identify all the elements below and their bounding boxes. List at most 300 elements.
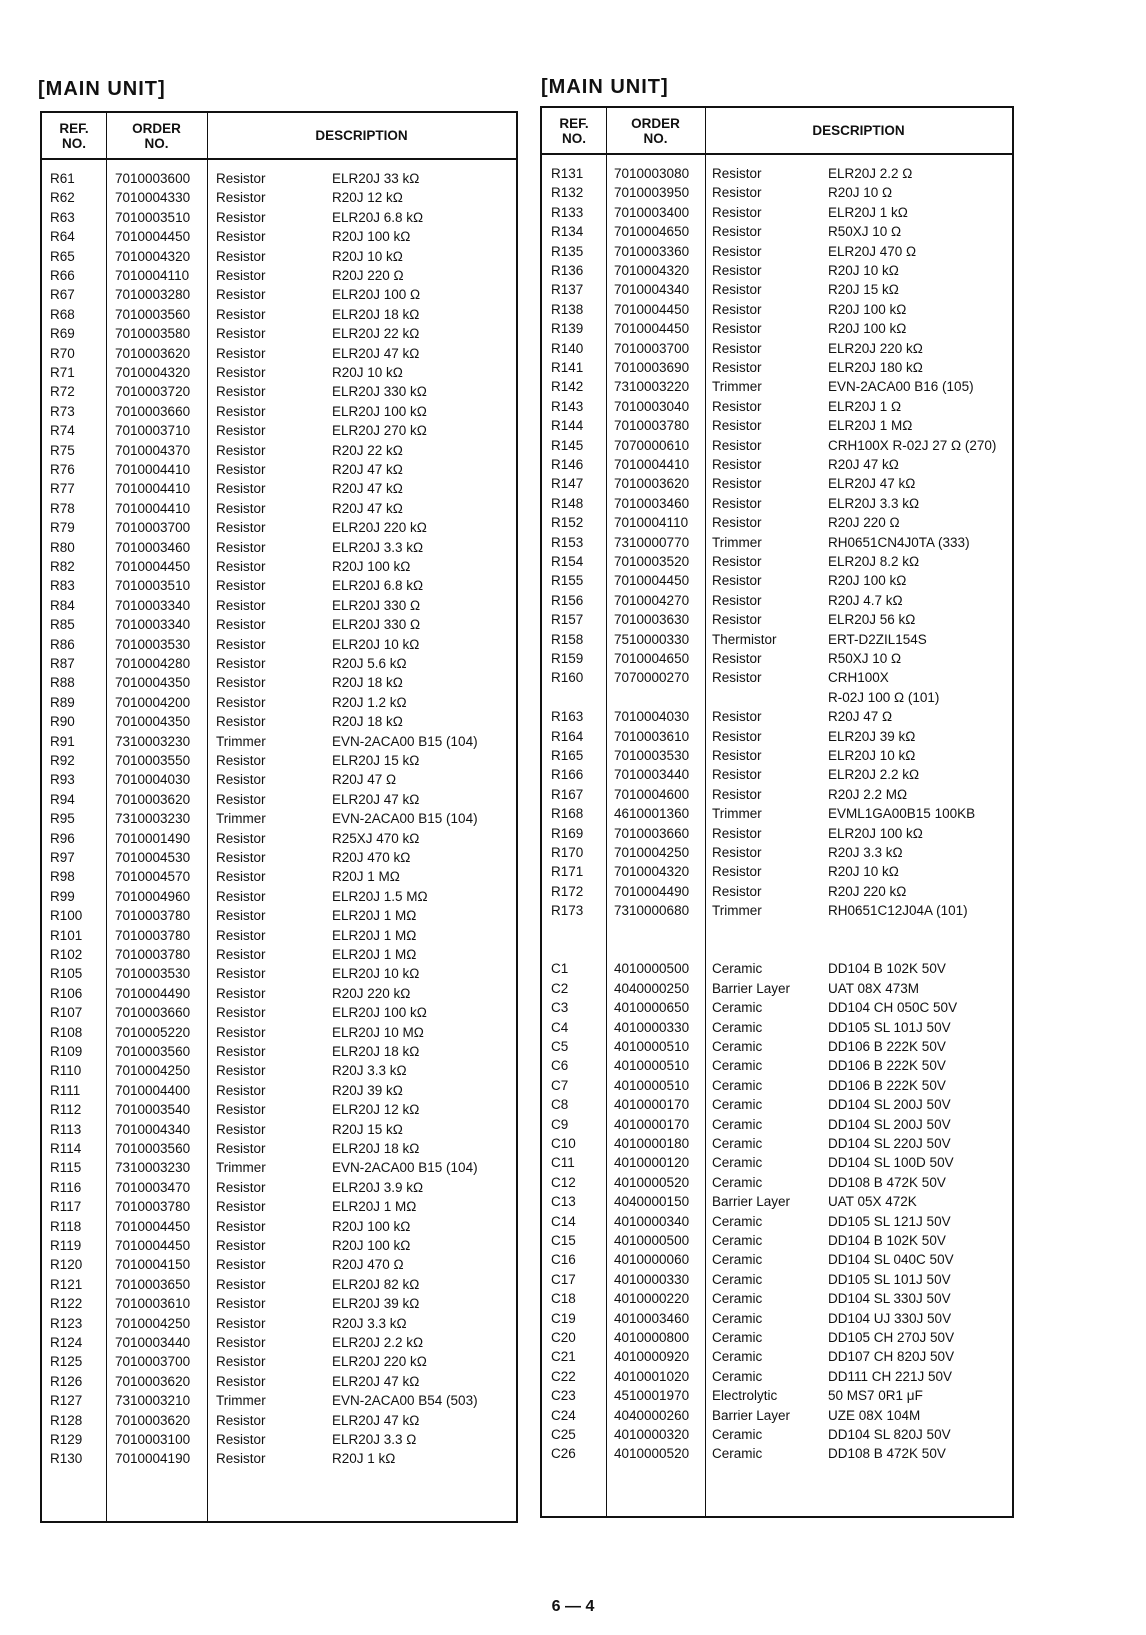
order-no-cell: 4040000150 bbox=[614, 1194, 690, 1210]
part-type-cell: Resistor bbox=[712, 767, 762, 783]
ref-no-cell: R77 bbox=[50, 481, 75, 497]
table-row bbox=[542, 358, 1012, 378]
part-type-cell: Resistor bbox=[216, 694, 266, 710]
part-type-cell: Resistor bbox=[712, 457, 762, 472]
ref-no-cell: R88 bbox=[50, 675, 75, 691]
ref-no-cell: R83 bbox=[50, 578, 75, 594]
ref-no-cell: C19 bbox=[551, 1310, 576, 1326]
ref-no-cell: R148 bbox=[551, 495, 584, 511]
part-type-cell: Resistor bbox=[216, 791, 266, 807]
ref-no-cell: R113 bbox=[50, 1121, 82, 1137]
part-type-cell: Trimmer bbox=[712, 903, 762, 919]
part-spec-cell: ELR20J 1 MΩ bbox=[332, 947, 417, 962]
part-spec-cell: ELR20J 1 MΩ bbox=[828, 418, 913, 434]
part-type-cell: Ceramic bbox=[712, 1019, 763, 1035]
part-type-cell: Electrolytic bbox=[712, 1388, 778, 1404]
order-no-cell: 7010003610 bbox=[115, 1296, 191, 1312]
order-no-cell: 7010004400 bbox=[115, 1082, 191, 1098]
table-row bbox=[542, 882, 1012, 902]
order-no-cell: 7010004250 bbox=[115, 1063, 191, 1079]
part-type-cell: Resistor bbox=[712, 554, 762, 569]
order-no-cell: 7010003440 bbox=[115, 1335, 191, 1350]
part-type-cell: Resistor bbox=[712, 748, 762, 763]
part-spec-cell: R20J 1 MΩ bbox=[332, 869, 400, 885]
part-spec-cell: ELR20J 470 Ω bbox=[828, 243, 917, 259]
ref-no-cell: R71 bbox=[50, 365, 75, 380]
order-no-cell: 7010003660 bbox=[614, 825, 690, 841]
table-row bbox=[42, 673, 516, 693]
part-spec-cell: R20J 100 kΩ bbox=[828, 301, 907, 317]
order-no-cell: 7010004450 bbox=[614, 321, 690, 337]
part-spec-cell: ELR20J 3.9 kΩ bbox=[332, 1179, 424, 1195]
ref-no-cell: R173 bbox=[551, 903, 584, 919]
part-type-cell: Resistor bbox=[216, 1199, 266, 1215]
table-row bbox=[542, 824, 1012, 844]
ref-no-cell: R169 bbox=[551, 825, 584, 841]
order-no-cell: 7010004320 bbox=[614, 864, 690, 880]
table-row bbox=[42, 1023, 516, 1043]
table-row bbox=[42, 1372, 516, 1392]
order-no-cell: 7010004410 bbox=[614, 457, 690, 472]
part-spec-cell: ELR20J 18 kΩ bbox=[332, 306, 420, 322]
ref-no-cell: R63 bbox=[50, 209, 75, 225]
part-spec-cell: ELR20J 15 kΩ bbox=[332, 753, 420, 768]
part-spec-cell: R25XJ 470 kΩ bbox=[332, 830, 420, 846]
part-type-cell: Resistor bbox=[712, 786, 762, 802]
part-spec-cell: ELR20J 1 MΩ bbox=[332, 927, 417, 943]
part-spec-cell: ELR20J 1 MΩ bbox=[332, 1199, 417, 1215]
order-no-cell: 7010003780 bbox=[115, 927, 191, 943]
order-no-cell: 7010004200 bbox=[115, 694, 191, 710]
part-spec-cell: R20J 470 kΩ bbox=[332, 850, 411, 865]
part-type-cell: Resistor bbox=[712, 515, 762, 531]
ref-no-cell: R153 bbox=[551, 534, 584, 550]
table-row bbox=[542, 339, 1012, 359]
part-spec-cell: EVN-2ACA00 B54 (503) bbox=[332, 1393, 478, 1409]
table-row bbox=[42, 984, 516, 1004]
table-row bbox=[42, 596, 516, 616]
part-spec-cell: R20J 1.2 kΩ bbox=[332, 694, 407, 710]
part-spec-cell: ELR20J 47 kΩ bbox=[332, 791, 420, 807]
part-type-cell: Resistor bbox=[712, 495, 762, 511]
table-row bbox=[42, 809, 516, 829]
ref-no-cell: R168 bbox=[551, 806, 584, 822]
order-no-cell: 7010003400 bbox=[614, 204, 690, 220]
ref-no-cell: R142 bbox=[551, 379, 584, 395]
part-type-cell: Resistor bbox=[712, 166, 762, 181]
table-row bbox=[42, 1100, 516, 1120]
order-no-cell: 4010000500 bbox=[614, 961, 690, 977]
order-no-cell: 7070000610 bbox=[614, 437, 690, 453]
table-row bbox=[542, 1328, 1012, 1348]
part-type-cell: Resistor bbox=[216, 365, 266, 380]
order-no-cell: 7010003550 bbox=[115, 753, 191, 768]
part-type-cell: Resistor bbox=[712, 476, 762, 492]
table-row bbox=[542, 319, 1012, 339]
order-no-cell: 4010000340 bbox=[614, 1213, 690, 1229]
part-spec-cell: ELR20J 10 MΩ bbox=[332, 1024, 424, 1040]
part-spec-cell: ELR20J 100 kΩ bbox=[332, 1005, 427, 1021]
order-no-cell: 4010000180 bbox=[614, 1136, 690, 1151]
order-no-cell: 7010004350 bbox=[115, 714, 191, 730]
part-spec-cell: ELR20J 6.8 kΩ bbox=[332, 578, 424, 594]
ref-no-cell: R109 bbox=[50, 1044, 83, 1059]
part-spec-cell: ELR20J 10 kΩ bbox=[332, 636, 420, 652]
table-row bbox=[542, 785, 1012, 805]
order-no-cell: 7010003620 bbox=[115, 791, 191, 807]
table-row bbox=[542, 979, 1012, 999]
table-row bbox=[42, 1003, 516, 1023]
part-spec-cell: ELR20J 2.2 kΩ bbox=[828, 767, 920, 783]
ref-no-cell: R134 bbox=[551, 224, 584, 240]
table-row bbox=[542, 397, 1012, 417]
part-spec-cell: R20J 47 Ω bbox=[828, 709, 893, 725]
part-type-cell: Resistor bbox=[216, 1432, 266, 1447]
part-type-cell: Barrier Layer bbox=[712, 1194, 791, 1210]
part-type-cell: Resistor bbox=[216, 248, 266, 264]
table-row bbox=[542, 1386, 1012, 1406]
part-type-cell: Ceramic bbox=[712, 1252, 763, 1268]
order-no-cell: 7010003280 bbox=[115, 287, 191, 303]
table-row bbox=[42, 1391, 516, 1411]
ref-no-cell: R120 bbox=[50, 1257, 83, 1273]
table-row bbox=[42, 344, 516, 364]
order-no-cell: 4010000320 bbox=[614, 1427, 690, 1442]
part-spec-cell: ELR20J 47 kΩ bbox=[332, 1412, 420, 1428]
part-type-cell: Resistor bbox=[216, 850, 266, 865]
ref-no-cell: R111 bbox=[50, 1082, 81, 1098]
part-type-cell: Ceramic bbox=[712, 1291, 763, 1307]
table-row bbox=[42, 499, 516, 519]
part-spec-cell: R20J 220 kΩ bbox=[828, 883, 907, 899]
part-spec-cell: ELR20J 22 kΩ bbox=[332, 326, 420, 342]
part-type-cell: Resistor bbox=[216, 520, 266, 536]
order-no-cell: 7310003230 bbox=[115, 1160, 191, 1176]
order-no-cell: 7010005220 bbox=[115, 1024, 191, 1040]
part-type-cell: Resistor bbox=[216, 927, 266, 943]
table-row bbox=[542, 164, 1012, 184]
part-spec-cell: ELR20J 39 kΩ bbox=[828, 728, 916, 744]
ref-no-cell: R147 bbox=[551, 476, 584, 492]
part-type-cell: Resistor bbox=[216, 229, 266, 245]
ref-no-cell: R139 bbox=[551, 321, 584, 337]
part-spec-cell: 50 MS7 0R1 μF bbox=[828, 1388, 923, 1404]
part-spec-cell: R20J 4.7 kΩ bbox=[828, 592, 903, 608]
part-spec-cell: R50XJ 10 Ω bbox=[828, 224, 902, 240]
part-type-cell: Resistor bbox=[216, 617, 266, 633]
table-row bbox=[542, 1309, 1012, 1329]
ref-no-cell: R76 bbox=[50, 462, 75, 477]
ref-no-cell: R87 bbox=[50, 656, 75, 671]
part-type-cell: Ceramic bbox=[712, 1233, 763, 1248]
part-type-cell: Resistor bbox=[216, 1121, 266, 1137]
ref-no-cell: R98 bbox=[50, 869, 75, 885]
order-no-cell: 7010004320 bbox=[115, 248, 191, 264]
part-type-cell: Resistor bbox=[216, 1373, 266, 1389]
order-no-cell: 7010004150 bbox=[115, 1257, 191, 1273]
part-type-cell: Resistor bbox=[216, 1218, 266, 1234]
order-no-cell: 7010003610 bbox=[614, 728, 690, 744]
order-no-cell: 4610001360 bbox=[614, 806, 690, 822]
table-row bbox=[542, 668, 1012, 688]
ref-no-cell: R82 bbox=[50, 559, 75, 574]
ref-no-cell: C25 bbox=[551, 1427, 576, 1442]
part-spec-cell: ELR20J 8.2 kΩ bbox=[828, 554, 920, 569]
ref-no-cell: R146 bbox=[551, 457, 584, 472]
part-spec-cell: ELR20J 2.2 kΩ bbox=[332, 1335, 424, 1350]
table-row bbox=[42, 964, 516, 984]
part-type-cell: Resistor bbox=[712, 204, 762, 220]
ref-no-cell: R118 bbox=[50, 1218, 82, 1234]
ref-no-cell: R130 bbox=[50, 1451, 83, 1467]
part-type-cell: Resistor bbox=[216, 966, 266, 982]
ref-no-cell: R101 bbox=[50, 927, 83, 943]
table-row bbox=[42, 926, 516, 946]
part-type-cell: Ceramic bbox=[712, 1000, 763, 1016]
ref-no-cell: C11 bbox=[551, 1155, 575, 1171]
part-type-cell: Ceramic bbox=[712, 1155, 763, 1171]
part-type-cell: Trimmer bbox=[216, 1160, 266, 1176]
part-type-cell: Resistor bbox=[216, 1044, 266, 1059]
part-type-cell: Resistor bbox=[712, 437, 762, 453]
part-spec-cell: R20J 220 Ω bbox=[332, 268, 404, 283]
ref-no-cell: R170 bbox=[551, 845, 584, 860]
part-type-cell: Resistor bbox=[712, 825, 762, 841]
table-row bbox=[42, 654, 516, 674]
part-spec-cell: ELR20J 12 kΩ bbox=[332, 1102, 420, 1118]
table-row bbox=[542, 843, 1012, 863]
table-row bbox=[42, 247, 516, 267]
ref-no-cell: C2 bbox=[551, 980, 569, 996]
part-spec-cell: R20J 47 kΩ bbox=[332, 481, 403, 497]
order-no-cell: 7010003620 bbox=[614, 476, 690, 492]
table-row bbox=[42, 188, 516, 208]
order-no-cell: 7010003780 bbox=[115, 947, 191, 962]
part-spec-cell: R20J 47 Ω bbox=[332, 772, 397, 788]
ref-no-cell: C24 bbox=[551, 1407, 576, 1423]
table-header bbox=[42, 113, 516, 160]
part-type-cell: Ceramic bbox=[712, 961, 763, 977]
ref-no-cell: C9 bbox=[551, 1116, 569, 1132]
part-type-cell: Resistor bbox=[216, 462, 266, 477]
part-type-cell: Resistor bbox=[216, 772, 266, 788]
ref-no-cell: R86 bbox=[50, 636, 75, 652]
table-row bbox=[42, 1197, 516, 1217]
order-no-cell: 7010004250 bbox=[614, 845, 690, 860]
part-spec-cell: DD111 CH 221J 50V bbox=[828, 1368, 953, 1384]
part-spec-cell: R20J 3.3 kΩ bbox=[332, 1315, 407, 1331]
order-no-cell: 7010003100 bbox=[115, 1432, 191, 1447]
part-spec-cell: DD106 B 222K 50V bbox=[828, 1058, 946, 1074]
table-row bbox=[42, 751, 516, 771]
order-no-cell: 7010003340 bbox=[115, 597, 191, 613]
ref-no-cell: R127 bbox=[50, 1393, 83, 1409]
part-type-cell: Resistor bbox=[216, 345, 266, 361]
header-description: DESCRIPTION bbox=[315, 128, 408, 143]
table-row bbox=[542, 1231, 1012, 1251]
ref-no-cell: R78 bbox=[50, 500, 75, 516]
part-type-cell: Resistor bbox=[216, 1257, 266, 1273]
part-spec-cell: ELR20J 220 kΩ bbox=[332, 1354, 427, 1370]
order-no-cell: 7310003230 bbox=[115, 811, 191, 827]
table-row bbox=[542, 1115, 1012, 1135]
ref-no-cell: R123 bbox=[50, 1315, 83, 1331]
table-row bbox=[42, 576, 516, 596]
ref-no-cell: R64 bbox=[50, 229, 75, 245]
table-row bbox=[42, 421, 516, 441]
order-no-cell: 4010000510 bbox=[614, 1039, 690, 1054]
part-type-cell: Resistor bbox=[216, 190, 266, 206]
part-type-cell: Ceramic bbox=[712, 1368, 763, 1384]
order-no-cell: 7010004450 bbox=[614, 301, 690, 317]
ref-no-cell: C20 bbox=[551, 1330, 576, 1345]
part-spec-cell: ELR20J 10 kΩ bbox=[828, 748, 916, 763]
order-no-cell: 4010000330 bbox=[614, 1271, 690, 1287]
table-row bbox=[542, 1037, 1012, 1057]
ref-no-cell: C7 bbox=[551, 1077, 569, 1093]
part-spec-cell: ELR20J 33 kΩ bbox=[332, 171, 420, 186]
part-type-cell: Resistor bbox=[712, 301, 762, 317]
ref-no-cell: R166 bbox=[551, 767, 584, 783]
ref-no-cell: R128 bbox=[50, 1412, 83, 1428]
part-type-cell: Resistor bbox=[216, 714, 266, 730]
table-row bbox=[542, 513, 1012, 533]
ref-no-cell: C17 bbox=[551, 1271, 576, 1287]
ref-no-cell: R119 bbox=[50, 1238, 82, 1253]
order-no-cell: 7310003210 bbox=[115, 1393, 191, 1409]
header-description: DESCRIPTION bbox=[812, 123, 905, 138]
part-spec-cell: R20J 100 kΩ bbox=[332, 559, 411, 574]
ref-no-cell: R110 bbox=[50, 1063, 82, 1079]
order-no-cell: 7010003720 bbox=[115, 384, 191, 400]
table-row bbox=[542, 1173, 1012, 1193]
part-type-cell: Resistor bbox=[712, 651, 762, 666]
ref-no-cell: R125 bbox=[50, 1354, 83, 1370]
order-no-cell: 7010004030 bbox=[614, 709, 690, 725]
ref-no-cell: R124 bbox=[50, 1335, 83, 1350]
ref-no-cell: R157 bbox=[551, 612, 584, 628]
part-spec-cell: R20J 39 kΩ bbox=[332, 1082, 403, 1098]
part-spec-cell: R20J 47 kΩ bbox=[332, 462, 403, 477]
table-row bbox=[542, 474, 1012, 494]
order-no-cell: 7010004320 bbox=[614, 263, 690, 278]
ref-no-cell: R73 bbox=[50, 403, 75, 419]
part-type-cell: Resistor bbox=[712, 243, 762, 259]
table-row bbox=[42, 1178, 516, 1198]
part-type-cell: Resistor bbox=[712, 398, 762, 414]
table-row bbox=[542, 261, 1012, 281]
order-no-cell: 4010003460 bbox=[614, 1310, 690, 1326]
order-no-cell: 7010003360 bbox=[614, 243, 690, 259]
part-type-cell: Resistor bbox=[216, 1141, 266, 1156]
table-row bbox=[542, 862, 1012, 882]
table-row bbox=[42, 402, 516, 422]
part-type-cell: Trimmer bbox=[712, 379, 762, 395]
part-spec-cell: DD105 SL 121J 50V bbox=[828, 1213, 951, 1229]
ref-no-cell: R65 bbox=[50, 248, 75, 264]
order-no-cell: 7010003530 bbox=[614, 748, 690, 763]
ref-no-cell: C16 bbox=[551, 1252, 576, 1268]
ref-no-cell: R62 bbox=[50, 190, 75, 206]
part-spec-cell: ELR20J 1 MΩ bbox=[332, 908, 417, 924]
part-type-cell: Resistor bbox=[216, 1335, 266, 1350]
order-no-cell: 7010004450 bbox=[115, 559, 191, 574]
table-row bbox=[542, 959, 1012, 979]
part-spec-cell: DD104 SL 100D 50V bbox=[828, 1155, 954, 1171]
part-spec-cell: R20J 470 Ω bbox=[332, 1257, 404, 1273]
part-type-cell: Ceramic bbox=[712, 1446, 763, 1462]
part-type-cell: Resistor bbox=[216, 559, 266, 574]
table-row bbox=[542, 1425, 1012, 1445]
part-spec-cell: DD104 SL 200J 50V bbox=[828, 1116, 951, 1132]
part-type-cell: Resistor bbox=[216, 753, 266, 768]
table-row bbox=[542, 1270, 1012, 1290]
part-spec-cell: ELR20J 2.2 Ω bbox=[828, 166, 913, 181]
table-row bbox=[42, 363, 516, 383]
part-spec-cell: R-02J 100 Ω (101) bbox=[828, 689, 940, 705]
order-no-cell: 4010000170 bbox=[614, 1097, 690, 1113]
part-spec-cell: ELR20J 6.8 kΩ bbox=[332, 209, 424, 225]
table-row bbox=[42, 1139, 516, 1159]
table-row bbox=[542, 940, 1012, 960]
order-no-cell: 7010004030 bbox=[115, 772, 191, 788]
table-row bbox=[42, 1294, 516, 1314]
part-spec-cell: ELR20J 330 kΩ bbox=[332, 384, 427, 400]
part-type-cell: Ceramic bbox=[712, 1330, 763, 1345]
part-spec-cell: ELR20J 100 Ω bbox=[332, 287, 421, 303]
ref-no-cell: C3 bbox=[551, 1000, 569, 1016]
part-type-cell: Resistor bbox=[216, 287, 266, 303]
order-no-cell: 7010004530 bbox=[115, 850, 191, 865]
order-no-cell: 7010004320 bbox=[115, 365, 191, 380]
part-spec-cell: UZE 08X 104M bbox=[828, 1407, 921, 1423]
part-spec-cell: DD104 SL 330J 50V bbox=[828, 1291, 951, 1307]
order-no-cell: 4010000510 bbox=[614, 1077, 690, 1093]
table-row bbox=[542, 494, 1012, 514]
part-spec-cell: DD108 B 472K 50V bbox=[828, 1174, 946, 1190]
part-spec-cell: ELR20J 39 kΩ bbox=[332, 1296, 420, 1312]
order-no-cell: 7010003690 bbox=[614, 360, 690, 375]
ref-no-cell: R79 bbox=[50, 520, 75, 536]
part-type-cell: Barrier Layer bbox=[712, 980, 791, 996]
part-spec-cell: DD104 B 102K 50V bbox=[828, 961, 946, 977]
order-no-cell: 7010004450 bbox=[115, 229, 191, 245]
ref-no-cell: R145 bbox=[551, 437, 584, 453]
ref-no-cell: R117 bbox=[50, 1199, 82, 1215]
order-no-cell: 4010000650 bbox=[614, 1000, 690, 1016]
part-type-cell: Resistor bbox=[216, 306, 266, 322]
table-row bbox=[42, 906, 516, 926]
table-row bbox=[42, 1275, 516, 1295]
order-no-cell: 7010003530 bbox=[115, 966, 191, 982]
part-spec-cell: ELR20J 3.3 kΩ bbox=[332, 539, 424, 555]
ref-no-cell: R114 bbox=[50, 1141, 82, 1156]
order-no-cell: 7310000680 bbox=[614, 903, 690, 919]
order-no-cell: 7010004190 bbox=[115, 1451, 191, 1467]
part-spec-cell: R20J 100 kΩ bbox=[828, 573, 907, 589]
order-no-cell: 4010000120 bbox=[614, 1155, 690, 1171]
ref-no-cell: R89 bbox=[50, 694, 75, 710]
table-row bbox=[542, 901, 1012, 921]
order-no-cell: 7010003600 bbox=[115, 171, 191, 186]
table-row bbox=[42, 460, 516, 480]
part-type-cell: Resistor bbox=[216, 656, 266, 671]
part-spec-cell: R20J 1 kΩ bbox=[332, 1451, 396, 1467]
table-row bbox=[42, 615, 516, 635]
table-row bbox=[42, 1061, 516, 1081]
order-no-cell: 4010000800 bbox=[614, 1330, 690, 1345]
ref-no-cell: C14 bbox=[551, 1213, 576, 1229]
